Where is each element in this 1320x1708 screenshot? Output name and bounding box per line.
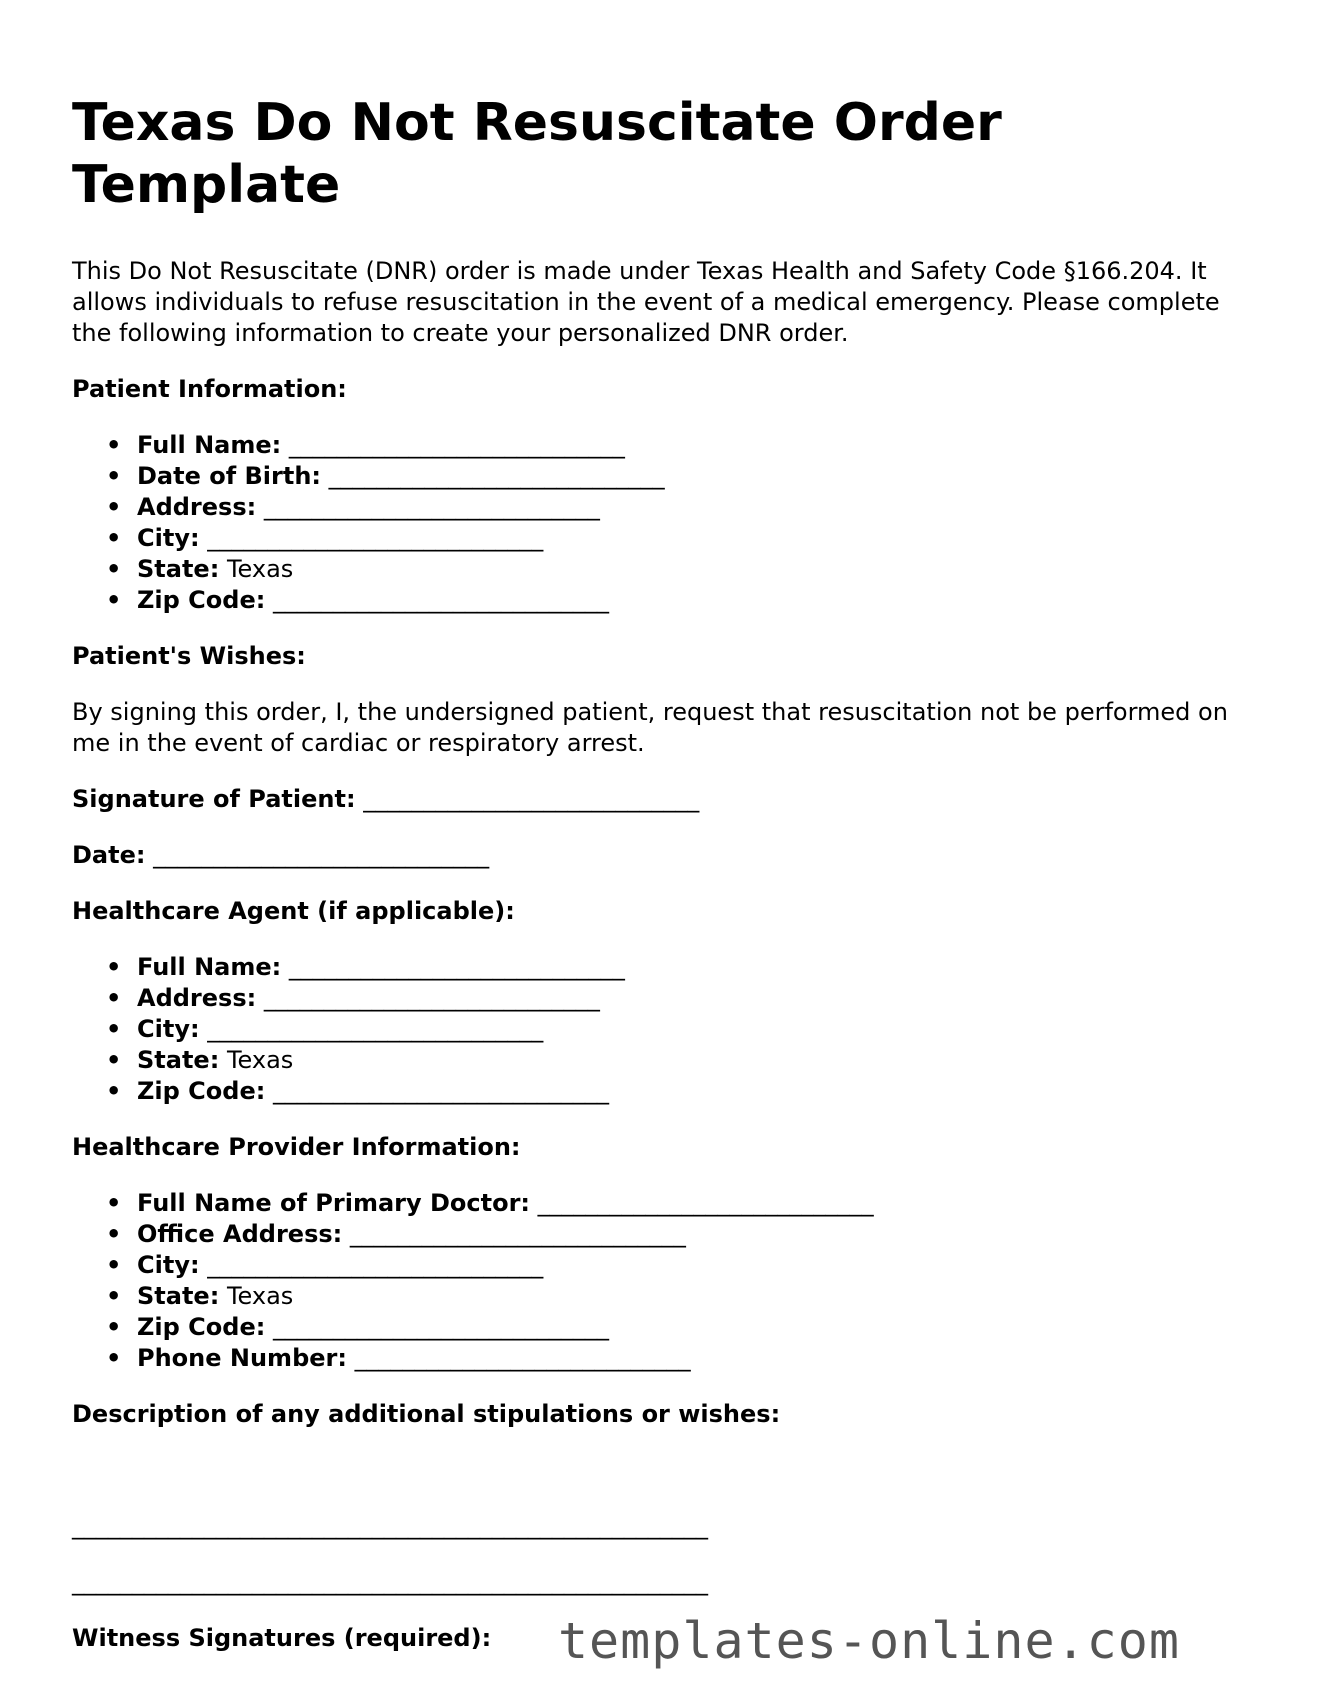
bullet-icon: • [106,524,122,552]
field-value: ____________________________ [207,1251,544,1279]
witness-heading: Witness Signatures (required): [72,1624,492,1652]
document-page [72,92,1252,1679]
agent-address-field[interactable] [106,983,1252,1014]
patient-dob-field[interactable] [106,461,1252,492]
patient-city-field[interactable] [106,523,1252,554]
stipulations-heading: Description of any additional stipulations or wishes: [72,1400,781,1428]
agent-city-field[interactable] [106,1014,1252,1045]
bullet-icon: • [106,1313,122,1341]
field-value: Texas [226,1046,294,1074]
stipulations-line-1[interactable]: _____________________________________________________ [72,1512,708,1540]
agent-info-list [72,952,1252,1107]
field-label: Full Name: [137,431,282,459]
patient-info-list [72,430,1252,616]
field-value: Texas [226,555,294,583]
bullet-icon: • [106,1015,122,1043]
provider-heading: Healthcare Provider Information: [72,1133,521,1161]
field-value: ____________________________ [537,1189,874,1217]
provider-office-address-field[interactable] [106,1219,1252,1250]
patient-full-name-field[interactable] [106,430,1252,461]
bullet-icon: • [106,1251,122,1279]
field-label: Full Name: [137,953,282,981]
patient-address-field[interactable] [106,492,1252,523]
provider-info-list [72,1188,1252,1374]
field-value: ____________________________ [288,953,625,981]
field-label: City: [137,524,200,552]
bullet-icon: • [106,1046,122,1074]
field-value: ____________________________ [363,785,700,813]
patient-signature-field[interactable] [72,784,1252,815]
field-value: ____________________________ [153,841,490,869]
field-label: Address: [137,984,257,1012]
patient-wishes-text: By signing this order, I, the undersigned patient, request that resuscitation not be performed on me in the event of cardiac or respiratory arrest. [72,698,1228,757]
field-label: State: [137,1046,220,1074]
stipulations-line-2[interactable]: _____________________________________________________ [72,1568,708,1596]
signature-date-field[interactable] [72,840,1252,871]
patient-zip-field[interactable] [106,585,1252,616]
bullet-icon: • [106,462,122,490]
document-title: Texas Do Not Resuscitate Order Template [72,93,1002,215]
watermark-text: templates-online.com [557,1612,1180,1670]
provider-zip-field[interactable] [106,1312,1252,1343]
field-value: ____________________________ [272,1313,609,1341]
patient-info-heading: Patient Information: [72,375,347,403]
field-value: ____________________________ [349,1220,686,1248]
bullet-icon: • [106,1189,122,1217]
field-label: City: [137,1015,200,1043]
field-value: ____________________________ [207,1015,544,1043]
bullet-icon: • [106,1282,122,1310]
agent-full-name-field[interactable] [106,952,1252,983]
agent-zip-field[interactable] [106,1076,1252,1107]
field-label: State: [137,1282,220,1310]
field-label: Zip Code: [137,586,266,614]
patient-state-field [106,554,1252,585]
field-label: Phone Number: [137,1344,347,1372]
provider-state-field [106,1281,1252,1312]
patient-wishes-heading: Patient's Wishes: [72,642,306,670]
provider-city-field[interactable] [106,1250,1252,1281]
field-value: ____________________________ [354,1344,691,1372]
bullet-icon: • [106,586,122,614]
agent-state-field [106,1045,1252,1076]
field-value: ____________________________ [263,984,600,1012]
field-label: Date of Birth: [137,462,322,490]
field-value: ____________________________ [272,1077,609,1105]
field-label: Address: [137,493,257,521]
field-value: Texas [226,1282,294,1310]
bullet-icon: • [106,953,122,981]
field-value: ____________________________ [328,462,665,490]
provider-phone-field[interactable] [106,1343,1252,1374]
field-label: Full Name of Primary Doctor: [137,1189,531,1217]
bullet-icon: • [106,555,122,583]
field-label: Zip Code: [137,1077,266,1105]
field-value: ____________________________ [207,524,544,552]
intro-paragraph: This Do Not Resuscitate (DNR) order is made under Texas Health and Safety Code §166.204. It allows individuals to refuse resuscitation in the event of a medical emergency. Please complete the following information to create your personalized DNR order. [72,257,1220,347]
spacer [72,1455,1252,1486]
field-label: Office Address: [137,1220,343,1248]
bullet-icon: • [106,431,122,459]
bullet-icon: • [106,1077,122,1105]
field-label: Zip Code: [137,1313,266,1341]
provider-doctor-name-field[interactable] [106,1188,1252,1219]
agent-heading: Healthcare Agent (if applicable): [72,897,515,925]
bullet-icon: • [106,1344,122,1372]
bullet-icon: • [106,493,122,521]
field-label: City: [137,1251,200,1279]
bullet-icon: • [106,984,122,1012]
field-value: ____________________________ [263,493,600,521]
field-value: ____________________________ [288,431,625,459]
field-label: Signature of Patient: [72,785,356,813]
bullet-icon: • [106,1220,122,1248]
field-value: ____________________________ [272,586,609,614]
field-label: Date: [72,841,146,869]
field-label: State: [137,555,220,583]
